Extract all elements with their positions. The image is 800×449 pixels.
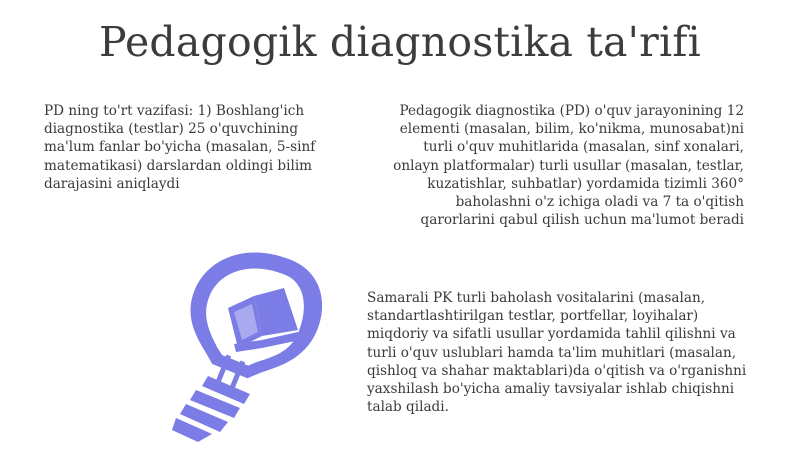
- slide-title: Pedagogik diagnostika ta'rifi: [99, 18, 701, 66]
- left-text-block: PD ning to'rt vazifasi: 1) Boshlang'ich diagnostika (testlar) 25 o'quvchining ma'lum fanlar bo'yicha (masalan, 5-sinf matematikasi) darslardan oldingi bilim darajasini aniqlaydi: [44, 103, 316, 192]
- bottom-text-block: Samarali PK turli baholash vositalarini (masalan, standartlashtirilgan testlar, portfellar, loyihalar) miqdoriy va sifatli usullar yordamida tahlil qilishni va turli o'quv uslublari hamda ta'lim muhitlari (masalan, qishloq va shahar maktablari)da o'qitish va o'rganishni yaxshilash bo'yicha amaliy tavsiyalar ishlab chiqishni talab qiladi.: [367, 290, 747, 416]
- lightbulb-book-icon: [150, 244, 325, 444]
- right-text-block: Pedagogik diagnostika (PD) o'quv jarayonining 12 elementi (masalan, bilim, ko'nikma, munosabat)ni turli o'quv muhitlarida (masalan, sinf xonalari, onlayn platformalar) turli usullar (masalan, testlar, kuzatishlar, suhbatlar) yordamida tizimli 360° baholashni o'z ichiga oladi va 7 ta o'qitish qarorlarini qabul qilish uchun ma'lumot beradi: [393, 103, 744, 229]
